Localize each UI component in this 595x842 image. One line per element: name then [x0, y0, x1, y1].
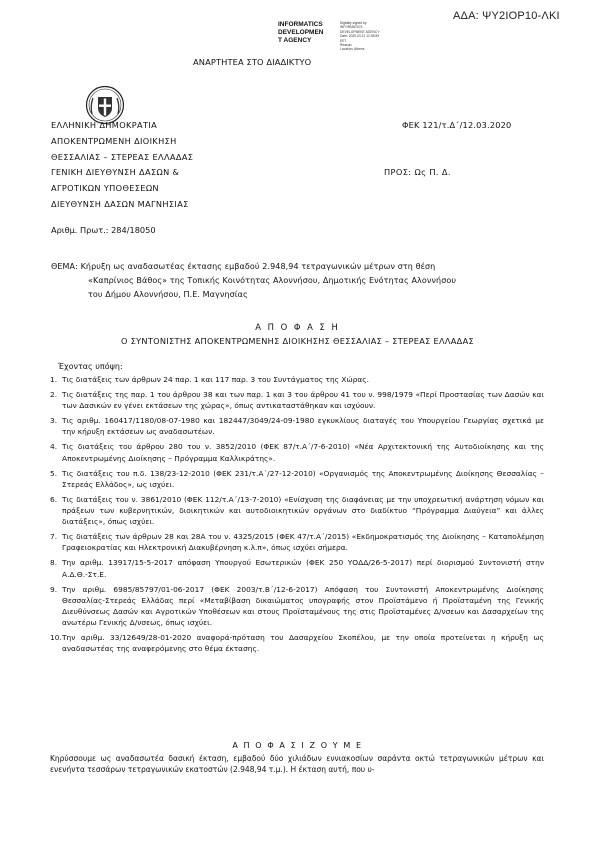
item-number: 3. [50, 416, 58, 426]
subject-line: ΘΕΜΑ: Κήρυξη ως αναδασωτέας έκτασης εμβαδού 2.948,94 τετραγωνικών μέτρων στη θέση [51, 262, 436, 271]
item-number: 6. [50, 494, 58, 504]
stamp-detail: INFORMATICS [340, 25, 363, 30]
item-text: Τις διατάξεις του άρθρου 280 του ν. 3852/2010 (ΦΕΚ 87/τ.Α΄/7-6-2010) «Νέα Αρχιτεκτονική της Αυτοδιοίκησης και της Αποκεντρωμένης Διοίκησης – Πρόγραμμα Καλλικράτης». [62, 442, 544, 463]
item-text: Τις διατάξεις των άρθρων 28 και 28Α του ν. 4325/2015 (ΦΕΚ 47/τ.Α΄/2015) «Εκδημοκρατισμός της Διοίκησης – Καταπολέμηση Γραφειοκρατίας και Ηλεκτρονική Διακυβέρνηση κ.λ.π», όπως ισχύει σήμερα. [62, 532, 544, 553]
item-number: 2. [50, 390, 58, 399]
stamp-line: T AGENCY [278, 37, 312, 44]
list-item [50, 374, 544, 385]
fek-reference: ΦΕΚ 121/τ.Δ΄/12.03.2020 [402, 120, 512, 130]
stamp-detail: Digitally signed by [340, 21, 367, 25]
list-item [50, 415, 544, 437]
recipient: ΠΡΟΣ: Ως Π. Δ. [384, 167, 451, 177]
decision-body: Κηρύσσουμε ως αναδασωτέα δασική έκταση, εμβαδού δύο χιλιάδων εννιακοσίων σαράντα οκτώ τετραγωνικών μέτρων και ενενήντα τεσσάρων τετραγωνικών εκατοστών (2.948,94 τ.μ.). Η έκταση αυτή, που υ- [50, 754, 544, 775]
item-number: 10. [50, 633, 62, 643]
list-item [50, 494, 544, 528]
stamp-detail: EET [340, 38, 347, 43]
issuer-line: ΓΕΝΙΚΗ ΔΙΕΥΘΥΝΣΗ ΔΑΣΩΝ & [51, 167, 180, 177]
stamp-detail: Date: 2020.03.12 12:38:59 [340, 34, 380, 39]
list-item [50, 468, 544, 490]
item-text: Τις αριθμ. 160417/1180/08-07-1980 και 182447/3049/24-09-1980 εγκυκλίους διαταγές του Υπουργείου Γεωργίας σχετικά με την κήρυξη εκτάσεων ως αναδασωτέων. [62, 416, 544, 437]
stamp-detail: DEVELOPMENT AGENCY [340, 29, 380, 34]
list-item [50, 632, 544, 654]
item-number: 4. [50, 442, 58, 452]
issuer-line: ΑΠΟΚΕΝΤΡΩΜΕΝΗ ΔΙΟΙΚΗΣΗ [51, 136, 177, 146]
issuer-line: ΔΙΕΥΘΥΝΣΗ ΔΑΣΩΝ ΜΑΓΝΗΣΙΑΣ [51, 199, 189, 209]
list-item [50, 441, 544, 463]
item-text: Τις διατάξεις των άρθρων 24 παρ. 1 και 117 παρ. 3 του Συντάγματος της Χώρας. [62, 375, 370, 384]
decision-subtitle: Ο ΣΥΝΤΟΝΙΣΤΗΣ ΑΠΟΚΕΝΤΡΩΜΕΝΗΣ ΔΙΟΙΚΗΣΗΣ ΘΕΣΣΑΛΙΑΣ – ΣΤΕΡΕΑΣ ΕΛΛΑΔΑΣ [121, 336, 474, 346]
list-item [50, 557, 544, 579]
protocol-number: Αριθμ. Πρωτ.: 284/18050 [51, 225, 156, 235]
list-item [50, 584, 544, 629]
decide-heading: Α Π Ο Φ Α Σ Ι Ζ Ο Υ Μ Ε [232, 741, 363, 750]
decision-title: Α Π Ο Φ Α Σ Η [255, 322, 340, 332]
stamp-line: DEVELOPMEN [278, 29, 324, 36]
item-number: 1. [50, 375, 58, 384]
ada-code: ΑΔΑ: ΨΥ2ΙΟΡ10-ΛΚΙ [453, 10, 560, 22]
issuer-line: ΕΛΛΗΝΙΚΗ ΔΗΜΟΚΡΑΤΙΑ [51, 120, 158, 130]
item-text: Τις διατάξεις του π.δ. 138/23-12-2010 (ΦΕΚ 231/τ.Α΄/27-12-2010) «Οργανισμός της Αποκεντρωμένης Διοίκησης Θεσσαλίας – Στερεάς Ελλάδος», ως ισχύει. [62, 468, 544, 489]
signature-stamp-details [340, 21, 380, 52]
subject-line: «Καπρίνιος Βάθος» της Τοπικής Κοινότητας Αλοννήσου, Δημοτικής Ενότητας Αλοννήσου [88, 276, 457, 285]
considerations-heading: Έχοντας υπόψη: [58, 362, 123, 371]
item-text: Τις διατάξεις της παρ. 1 του άρθρου 38 και των παρ. 1 και 3 του άρθρου 41 του ν. 998/1979 «Περί Προστασίας των Δασών και των Δασικών εν γένει εκτάσεων της χώρας», όπως αντικαταστάθηκαν και ισχύουν. [62, 390, 544, 411]
item-text: Την αριθμ. 13917/15-5-2017 απόφαση Υπουργού Εσωτερικών (ΦΕΚ 250 ΥΟΔΔ/26-5-2017) περί διορισμού Συντονιστή στην Α.Δ.Θ.-Στ.Ε. [62, 558, 544, 579]
issuer-line: ΘΕΣΣΑΛΙΑΣ – ΣΤΕΡΕΑΣ ΕΛΛΑΔΑΣ [51, 152, 194, 162]
issuer-line: ΑΓΡΟΤΙΚΩΝ ΥΠΟΘΕΣΕΩΝ [51, 183, 159, 193]
signature-stamp-label [278, 21, 324, 45]
item-text: Τις διατάξεις του ν. 3861/2010 (ΦΕΚ 112/τ.Α΄/13-7-2010) «Ενίσχυση της διαφάνειας με την υποχρεωτική ανάρτηση νόμων και πράξεων των κυβερνητικών, διοικητικών και αυτοδιοικητικών οργάνων στο διαδίκτυο “Πρόγραμμα Διαύγεια” και άλλες διατάξεις», όπως ισχύει. [62, 494, 544, 527]
posted-online-note: ΑΝΑΡΤΗΤΕΑ ΣΤΟ ΔΙΑΔΙΚΤΥΟ [193, 57, 312, 67]
list-item [50, 531, 544, 553]
item-number: 5. [50, 468, 58, 478]
item-number: 7. [50, 532, 58, 542]
item-text: Την αριθμ. 6985/85797/01-06-2017 (ΦΕΚ 2003/τ.Β΄/12-6-2017) Απόφαση του Συντονιστή Αποκεντρωμένης Διοίκησης Θεσσαλίας-Στερεάς Ελλάδας περί «Μεταβίβαση δικαιώματος υπογραφής στον Προϊστάμενο ή Προϊσταμένη της Γενικής Διευθύνσεως Δασών και Αγροτικών Υποθέσεων και στους Προϊσταμένους της στις Προϊσταμένες Δ/νσεων και Δασαρχείων της ανωτέρω Γενικής Δ/νσεως, όπως ισχύει. [62, 584, 544, 628]
list-item [50, 389, 544, 411]
considerations-list [50, 374, 544, 658]
stamp-line: INFORMATICS [278, 21, 323, 28]
item-number: 9. [50, 584, 58, 594]
stamp-detail: Location: Athens [340, 47, 365, 52]
item-number: 8. [50, 558, 58, 568]
subject-line: του Δήμου Αλοννήσου, Π.Ε. Μαγνησίας [88, 290, 248, 299]
item-text: Την αριθμ. 33/12649/28-01-2020 αναφορά-πρόταση του Δασαρχείου Σκοπέλου, με την οποία προτείνεται η κήρυξη ως αναδασωτέας της αναφερόμενης στο θέμα έκτασης. [62, 633, 544, 654]
stamp-detail: Reason: [340, 43, 353, 48]
